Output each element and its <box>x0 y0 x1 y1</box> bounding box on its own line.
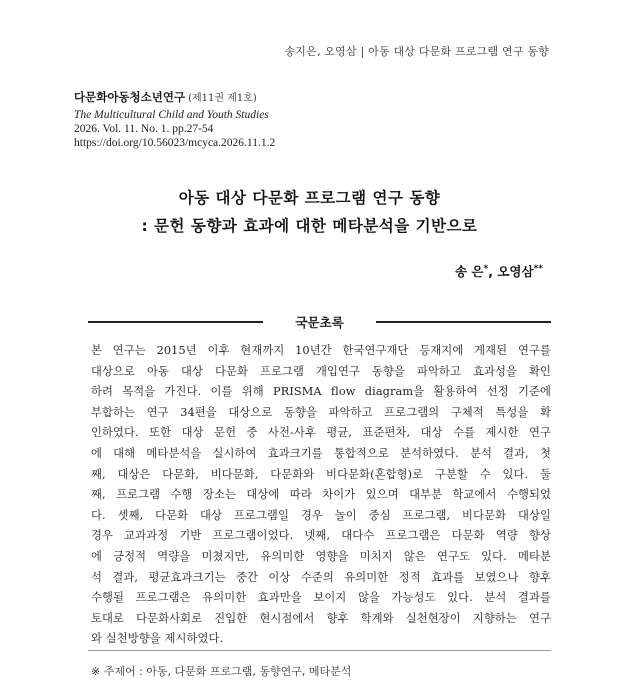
author-separator: , <box>488 264 498 279</box>
journal-name: 다문화아동청소년연구 <box>74 90 186 104</box>
abstract-line: 인하였다. 또한 대상 문헌 중 사전-사후 평균, 표준편차, 대상 수를 제시한 연구 <box>91 426 551 440</box>
title-subtitle: : 문헌 동향과 효과에 대한 메타분석을 기반으로 <box>141 217 478 235</box>
journal-title-line <box>74 86 275 105</box>
abstract-heading <box>88 313 551 329</box>
abstract-line: 에 긍정적 역량을 미쳤지만, 유의미한 영향을 미치지 않은 연구도 있다. 메타분 <box>91 549 551 563</box>
abstract-line: 째, 프로그램 수행 장소는 대상에 따라 차이가 있으며 대부분 학교에서 수행되었 <box>91 488 551 502</box>
abstract-heading-label: 국문초록 <box>295 315 344 330</box>
running-header: 송지은, 오영삼 | 아동 대상 다문화 프로그램 연구 동향 <box>284 45 549 58</box>
abstract-line: 경우 교과과정 기반 프로그램이었다. 넷째, 대다수 프로그램은 다문화 역량 향상 <box>91 529 551 543</box>
author-2: 오영삼 <box>497 264 534 279</box>
abstract-line: 다. 셋째, 다문화 대상 프로그램일 경우 놀이 중심 프로그램, 비다문화 대상일 <box>91 508 551 522</box>
abstract-line: 토대로 다문화사회로 진입한 현시점에서 향후 학계와 실천현장이 지향하는 연구 <box>91 611 551 625</box>
journal-info <box>74 86 275 149</box>
journal-citation: 2026. Vol. 11. No. 1. pp.27-54 <box>74 123 214 135</box>
abstract-line: 대상으로 아동 대상 다문화 프로그램 개입연구 동향을 파악하고 효과성을 확인 <box>91 364 551 378</box>
abstract-line: 째, 대상은 다문화, 비다문화, 다문화와 비다문화(혼합형)로 구분할 수 있다. 둘 <box>91 467 551 481</box>
author-1: 송 은 <box>455 264 484 279</box>
journal-volume: (제11권 제1호) <box>188 93 257 104</box>
abstract-line: 본 연구는 2015년 이후 현재까지 10년간 한국연구재단 등재지에 게재된 연구를 <box>91 344 551 357</box>
abstract-line: 수행될 프로그램은 유의미한 효과만을 보이지 않을 가능성도 있다. 분석 결과를 <box>91 591 551 605</box>
keywords-divider <box>88 650 551 651</box>
abstract-line: 부합하는 연구 34편을 대상으로 동향을 파악하고 프로그램의 구체적 특성을 확 <box>91 405 551 419</box>
abstract-line: 하려 목적을 가진다. 이를 위해 PRISMA flow diagram을 활용하여 선정 기준에 <box>91 385 551 399</box>
author-line <box>455 262 543 280</box>
abstract-body <box>91 341 551 650</box>
title-main: 아동 대상 다문화 프로그램 연구 동향 <box>178 189 441 207</box>
abstract-line: 에 대해 메타분석을 실시하여 효과크기를 통합적으로 분석하였다. 분석 결과, 첫 <box>91 446 551 460</box>
abstract-line: 석 결과, 평균효과크기는 중간 이상 수준의 유의미한 정적 효과를 보였으나 향후 <box>91 570 551 584</box>
paper-title <box>0 184 619 240</box>
journal-name-en: The Multicultural Child and Youth Studies <box>74 109 269 121</box>
author-1-mark: * <box>483 263 489 274</box>
abstract-line: 와 실천방향을 제시하였다. <box>91 632 224 646</box>
journal-doi[interactable]: https://doi.org/10.56023/mcyca.2026.11.1.2 <box>74 137 276 149</box>
keywords: ※ 주제어 : 아동, 다문화 프로그램, 동향연구, 메타분석 <box>91 665 352 678</box>
author-2-mark: ** <box>533 263 543 274</box>
heading-rule-right <box>376 321 551 323</box>
